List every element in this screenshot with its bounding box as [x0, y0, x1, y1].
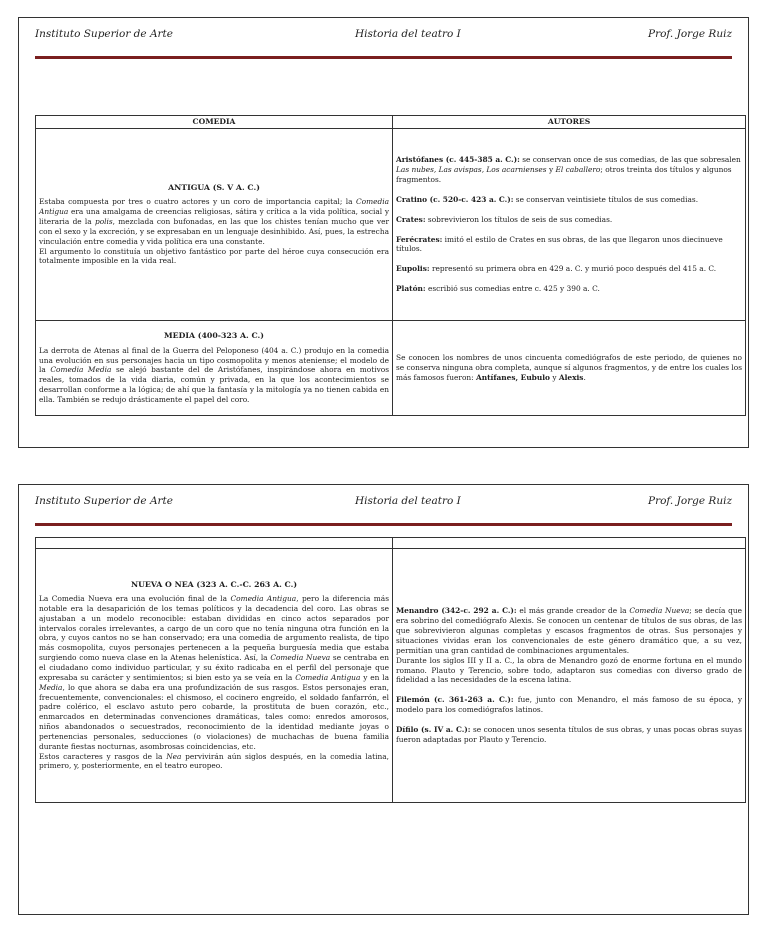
antigua-paragraph-1: Estaba compuesta por tres o cuatro actores y un coro de importancia capital; la Comedia Antigua era una amalgama de creencias religiosas, sátira y crítica a la vida política, social y literaria de la polis, mezclada con bufonadas, en las que los chistes tenían mucho que ver con el sexo y la excreción, y se expresaban en un lenguaje desinhibido. Así, pues, la estrecha vinculación entre comedia y vida política era una constante.: [39, 197, 389, 246]
author-crates: Crates: sobrevivieron los títulos de seis de sus comedias.: [396, 214, 613, 224]
header-institution: Instituto Superior de Arte: [35, 495, 173, 507]
document-page-1: [18, 17, 749, 448]
antigua-description-cell: [36, 129, 393, 321]
header-professor: Prof. Jorge Ruiz: [648, 28, 732, 40]
media-description-cell: [36, 321, 393, 416]
nueva-authors-cell: [393, 549, 746, 803]
header-course: Historia del teatro I: [355, 495, 461, 507]
empty-header-cell-1: [36, 538, 393, 549]
column-header-autores: AUTORES: [393, 116, 746, 129]
column-header-comedia: COMEDIA: [36, 116, 393, 129]
media-title: MEDIA (400-323 A. C.): [164, 331, 264, 341]
nueva-paragraph-1: La Comedia Nueva era una evolución final de la Comedia Antigua, pero la diferencia más notable era la desaparición de los temas políticos y la decadencia del coro. Las obras se ajustaban a un modelo reconocible: estaban divididas en cinco actos separados por intervalos corales irrelevantes, a cargo de un coro que no tenía ninguna otra función en la obra, y cuyos cantos no se han conservado; era una comedia de argumento realista, de tipo más cosmopolita, cuyos personajes pertenecen a la pequeña burguesía media que estaba surgiendo como nueva clase en la Atenas helenística. Así, la Comedia Nueva se centraba en el ciudadano como individuo particular, y su éxito radicaba en el perfil del personaje que expresaba su carácter y sentimientos; si bien esto ya se veía en la Comedia Antigua y en la Media, lo que ahora se daba era una profundización de sus rasgos. Estos personajes eran, frecuentemente, convencionales: el chismoso, el cocinero engreído, el soldado fanfarrón, el padre colérico, el esclavo astuto pero cobarde, la prostituta de buen corazón, etc., enmarcados en determinadas convenciones dramáticas, tales como: enredos amorosos, niños abandonados o secuestrados, reconocimiento de la identidad mediante joyas o pertenencias personales, seducciones (o violaciones) de muchachas de buena familia durante fiestas nocturnas, asombrosas coincidencias, etc.: [39, 594, 389, 751]
header-professor: Prof. Jorge Ruiz: [648, 495, 732, 507]
table-row-antigua: [36, 129, 746, 321]
comedy-table: [35, 115, 746, 416]
document-page-2: [18, 484, 749, 915]
nueva-title: NUEVA O NEA (323 A. C.-C. 263 A. C.): [130, 579, 298, 589]
media-authors-cell: [393, 321, 746, 416]
media-authors-text: Se conocen los nombres de unos cincuenta comediógrafos de este periodo, de quienes no se conserva ninguna obra completa, aunque sí algunos fragmentos, y de entre los cuales los más famosos fueron: Antífanes, Eubulo y Alexis.: [396, 353, 742, 383]
table-header-row: [36, 116, 746, 129]
nueva-paragraph-2: Estos caracteres y rasgos de la Nea pervivirán aún siglos después, en la comedia latina, primero, y, posteriormente, en el teatro europeo.: [39, 751, 390, 771]
table-row-media: [36, 321, 746, 416]
antigua-paragraph-2: El argumento lo constituía un objetivo fantástico por parte del héroe cuya consecución era totalmente imposible en la vida real.: [39, 246, 389, 266]
author-platon: Platón: escribió sus comedias entre c. 425 y 390 a. C.: [396, 284, 600, 294]
page-header: [35, 495, 732, 515]
header-rule: [35, 56, 732, 59]
header-rule: [35, 523, 732, 526]
author-menandro: Menandro (342-c. 292 a. C.): el más grande creador de la Comedia Nueva; se decía que era sobrino del comediógrafo Alexis. Se conocen un centenar de títulos de sus obras, de las que sobrevivieron algunas completas y escasos fragmentos de otras. Sus personajes y situaciones vividas eran los convencionales de este género dramático que, a su vez, permitían una gran cantidad de combinaciones argumentales.: [396, 606, 742, 655]
antigua-authors-cell: [393, 129, 746, 321]
author-filemon: Filemón (c. 361-263 a. C.): fue, junto con Menandro, el más famoso de su época, y modelo para los comediógrafos latinos.: [396, 695, 742, 715]
author-ferecrates: Ferécrates: imitó el estilo de Crates en sus obras, de las que llegaron unos diecinueve títulos.: [396, 234, 723, 254]
table-header-row-empty: [36, 538, 746, 549]
antigua-title: ANTIGUA (S. V A. C.): [168, 182, 260, 192]
author-cratino: Cratino (c. 520-c. 423 a. C.): se conservan veintisiete títulos de sus comedias.: [396, 194, 699, 204]
media-paragraph: La derrota de Atenas al final de la Guerra del Peloponeso (404 a. C.) produjo en la comedia una evolución en sus personajes hacia un tipo cosmopolita y menos ateniense; el modelo de la Comedia Media se alejó bastante del de Aristófanes, inspirándose ahora en motivos reales, tomados de la vida diaria, común y privada, en la que los acontecimientos se desarrollan conforme a la lógica; de ahí que la fantasía y la mitología ya no tienen cabida en ella. También se redujo drásticamente el papel del coro.: [39, 345, 389, 404]
empty-header-cell-2: [393, 538, 746, 549]
header-institution: Instituto Superior de Arte: [35, 28, 173, 40]
page-header: [35, 28, 732, 48]
author-menandro-fortune: Durante los siglos III y II a. C., la obra de Menandro gozó de enorme fortuna en el mundo romano. Plauto y Terencio, sobre todo, adaptaron sus comedias con diverso grado de fidelidad a las necesidades de la escena latina.: [396, 655, 742, 685]
nueva-description-cell: [36, 549, 393, 803]
comedy-table-continued: [35, 537, 746, 803]
table-row-nueva: [36, 549, 746, 803]
author-eupolis: Eupolis: representó su primera obra en 429 a. C. y murió poco después del 415 a. C.: [396, 264, 717, 274]
author-aristofanes: Aristófanes (c. 445-385 a. C.): se conservan once de sus comedias, de las que sobresalen Las nubes, Las avispas, Los acarnienses y El caballero; otros treinta dos títulos y algunos fragmentos.: [396, 155, 741, 184]
author-difilo: Dífilo (s. IV a. C.): se conocen unos sesenta títulos de sus obras, y unas pocas obras suyas fueron adaptadas por Plauto y Terencio.: [396, 724, 742, 744]
header-course: Historia del teatro I: [355, 28, 461, 40]
